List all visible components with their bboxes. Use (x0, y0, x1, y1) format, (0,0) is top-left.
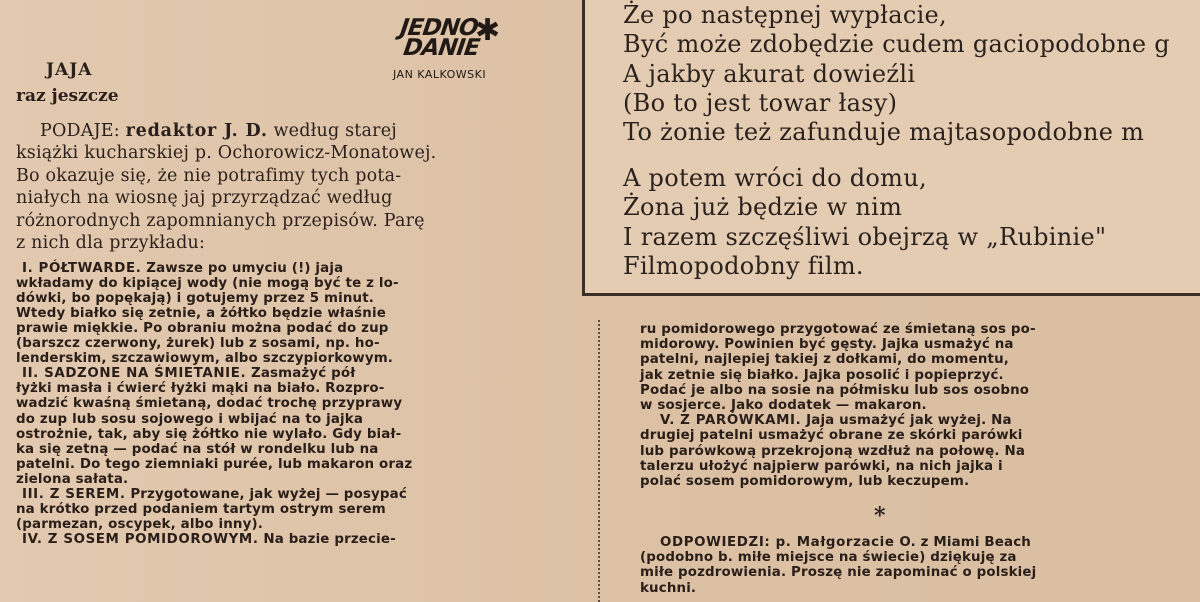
logo-author: JAN KALKOWSKI (393, 68, 487, 81)
line-text: (podobno b. miłe miejsce na świecie) dziękuję za (640, 550, 1017, 566)
line-text: patelni, najlepiej takiej z dołkami, do momentu, (640, 352, 1010, 368)
text-line (16, 397, 402, 410)
logo-line: JEDNO (398, 15, 480, 41)
intro-line (16, 190, 393, 208)
text-line (16, 382, 384, 395)
line-text: łyżki masła i ćwierć łyżki mąki na biało. Rozpro- (16, 381, 385, 397)
intro-text: książki kucharskiej p. Ochorowicz-Monatowej. (16, 143, 437, 164)
logo-star-icon: ✱ (475, 13, 501, 48)
line-text: lub parówkową przekrojoną wzdłuż na połowę. Na (640, 443, 1026, 459)
intro-text: Bo okazuje się, że nie potrafimy tych pota- (16, 165, 402, 186)
text-line (640, 551, 1017, 564)
line-text: jak zetnie się białko. Jajka posolić i popieprzyć. (640, 367, 1004, 383)
line-text: kuchni. (640, 580, 697, 596)
line-text: Wtedy białko się zetnie, a żółtko będzie właśnie (16, 306, 386, 322)
text-line (16, 413, 363, 426)
text-line (660, 414, 1012, 427)
intro-text: różnorodnych zapomnianych przepisów. Parę (16, 210, 425, 231)
line-text: miłe pozdrowienia. Proszę nie zapominać o polskiej (640, 565, 1037, 581)
text-line (16, 292, 374, 305)
line-text: ru pomidorowego przygotować ze śmietaną sos po- (640, 322, 1036, 337)
text-line (22, 533, 396, 546)
line-text: Jaja usmażyć jak wyżej. Na (801, 413, 1012, 429)
poem-line: To żonie też zafunduje majtasopodobne m (623, 118, 1145, 146)
bold-lead: IV. Z SOSEM POMIDOROWYM. (22, 531, 259, 547)
column-divider (598, 320, 600, 602)
text-line (640, 384, 1029, 397)
text-line (640, 566, 1036, 579)
intro-line (16, 235, 205, 253)
text-line (640, 475, 969, 488)
column-logo (393, 13, 541, 86)
poem-line: Że po następnej wypłacie, (623, 1, 947, 29)
line-text: wadzić kwaśną śmietaną, dodać trochę przyprawy (16, 396, 403, 412)
text-line (640, 323, 1036, 336)
line-text: midorowy. Powinien być gęsty. Jajka usmażyć na (640, 337, 1014, 353)
bold-lead: ODPOWIEDZI: p. Małgorzacie (660, 535, 895, 550)
text-line (640, 353, 1009, 366)
text-line (16, 503, 386, 516)
line-text: Przygotowane, jak wyżej — posypać (125, 486, 407, 502)
text-line (16, 458, 412, 471)
poem-line: Filmopodobny film. (623, 252, 864, 280)
line-text: talerzu ułożyć najpierw parówki, na nich jajka i (640, 458, 1003, 474)
line-text: dówki, bo popękają) i gotujemy przez 5 minut. (16, 291, 374, 307)
section-separator: * (874, 503, 886, 529)
line-text: patelni. Do tego ziemniaki purée, lub makaron oraz (16, 456, 413, 472)
text-line (16, 443, 378, 456)
intro-text: według starej (267, 121, 397, 141)
text-line (22, 488, 407, 501)
text-line (16, 277, 399, 290)
logo-line: DANIE (401, 35, 481, 61)
text-line (22, 367, 355, 380)
logo-title (396, 15, 483, 61)
poem-line: A jakby akurat dowieźli (623, 60, 916, 88)
text-line (22, 262, 343, 275)
intro-line (16, 145, 436, 163)
line-text: Podać je albo na sosie na półmisku lub sos osobno (640, 382, 1030, 398)
text-line (16, 322, 389, 335)
poem-line: A potem wróci do domu, (623, 164, 927, 192)
line-text: (barszcz czerwony, żurek) lub z sosami, np. ho- (16, 336, 380, 352)
text-line (640, 429, 1023, 442)
line-text: ka się zetną — podać na stół w rondelku lub na (16, 441, 379, 457)
bold-lead: I. PÓŁTWARDE. (22, 261, 142, 276)
poem-box (582, 0, 1200, 296)
line-text: (parmezan, oscypek, albo inny). (16, 516, 263, 532)
text-line (640, 582, 696, 595)
line-text: zielona sałata. (16, 471, 129, 487)
line-text: na krótko przed podaniem tartym ostrym serem (16, 501, 386, 517)
bold-lead: V. Z PARÓWKAMI. (660, 413, 802, 429)
text-line (16, 473, 128, 486)
intro-line (16, 165, 402, 186)
line-text: Zawsze po umyciu (!) jaja (141, 261, 344, 276)
line-text: wkładamy do kipiącej wody (nie mogą być te z lo- (16, 276, 399, 292)
intro-line (40, 123, 397, 141)
text-line (16, 337, 380, 350)
text-line (660, 536, 1031, 549)
intro-line (16, 210, 425, 231)
line-text: w sosjerce. Jako dodatek — makaron. (640, 398, 927, 413)
text-line (640, 338, 1014, 351)
line-text: Na bazie przecie- (258, 531, 396, 547)
line-text: Zasmażyć pół (246, 366, 356, 382)
line-text: O. z Miami Beach (894, 535, 1031, 550)
poem-line: (Bo to jest towar łasy) (623, 89, 898, 117)
poem-line: I razem szczęśliwi obejrzą w „Rubinie" (623, 223, 1107, 251)
line-text: prawie miękkie. Po obraniu można podać do zup (16, 321, 389, 337)
text-line (16, 352, 393, 365)
bold-lead: II. SADZONE NA ŚMIETANIE. (22, 366, 247, 382)
bold-lead: III. Z SEREM. (22, 486, 126, 502)
article-subheading: raz jeszcze (16, 86, 119, 106)
text-line (16, 428, 401, 441)
line-text: polać sosem pomidorowym, lub keczupem. (640, 474, 970, 489)
line-text: drugiej patelni usmażyć obrane ze skórki parówki (640, 428, 1023, 444)
intro-bold: redaktor J. D. (125, 121, 268, 141)
line-text: do zup lub sosu sojowego i wbijać na to jajka (16, 411, 364, 427)
text-line (16, 307, 386, 320)
poem-line: Być może zdobędzie cudem gaciopodobne g (623, 30, 1170, 58)
text-line (640, 399, 927, 412)
intro-text: niałych na wiosnę jaj przyrządzać według (16, 188, 393, 209)
text-line (16, 518, 263, 531)
text-line (640, 445, 1025, 458)
article-heading: JAJA (46, 60, 93, 80)
text-line (640, 369, 1004, 382)
line-text: ostrożnie, tak, aby się żółtko nie wylało. Gdy biał- (16, 426, 402, 442)
line-text: lenderskim, szczawiowym, albo szczypiorkowym. (16, 351, 394, 367)
intro-text: PODAJE: (40, 121, 126, 141)
poem-line: Żona już będzie w nim (623, 193, 903, 221)
text-line (640, 460, 1003, 473)
intro-text: z nich dla przykładu: (16, 233, 206, 253)
